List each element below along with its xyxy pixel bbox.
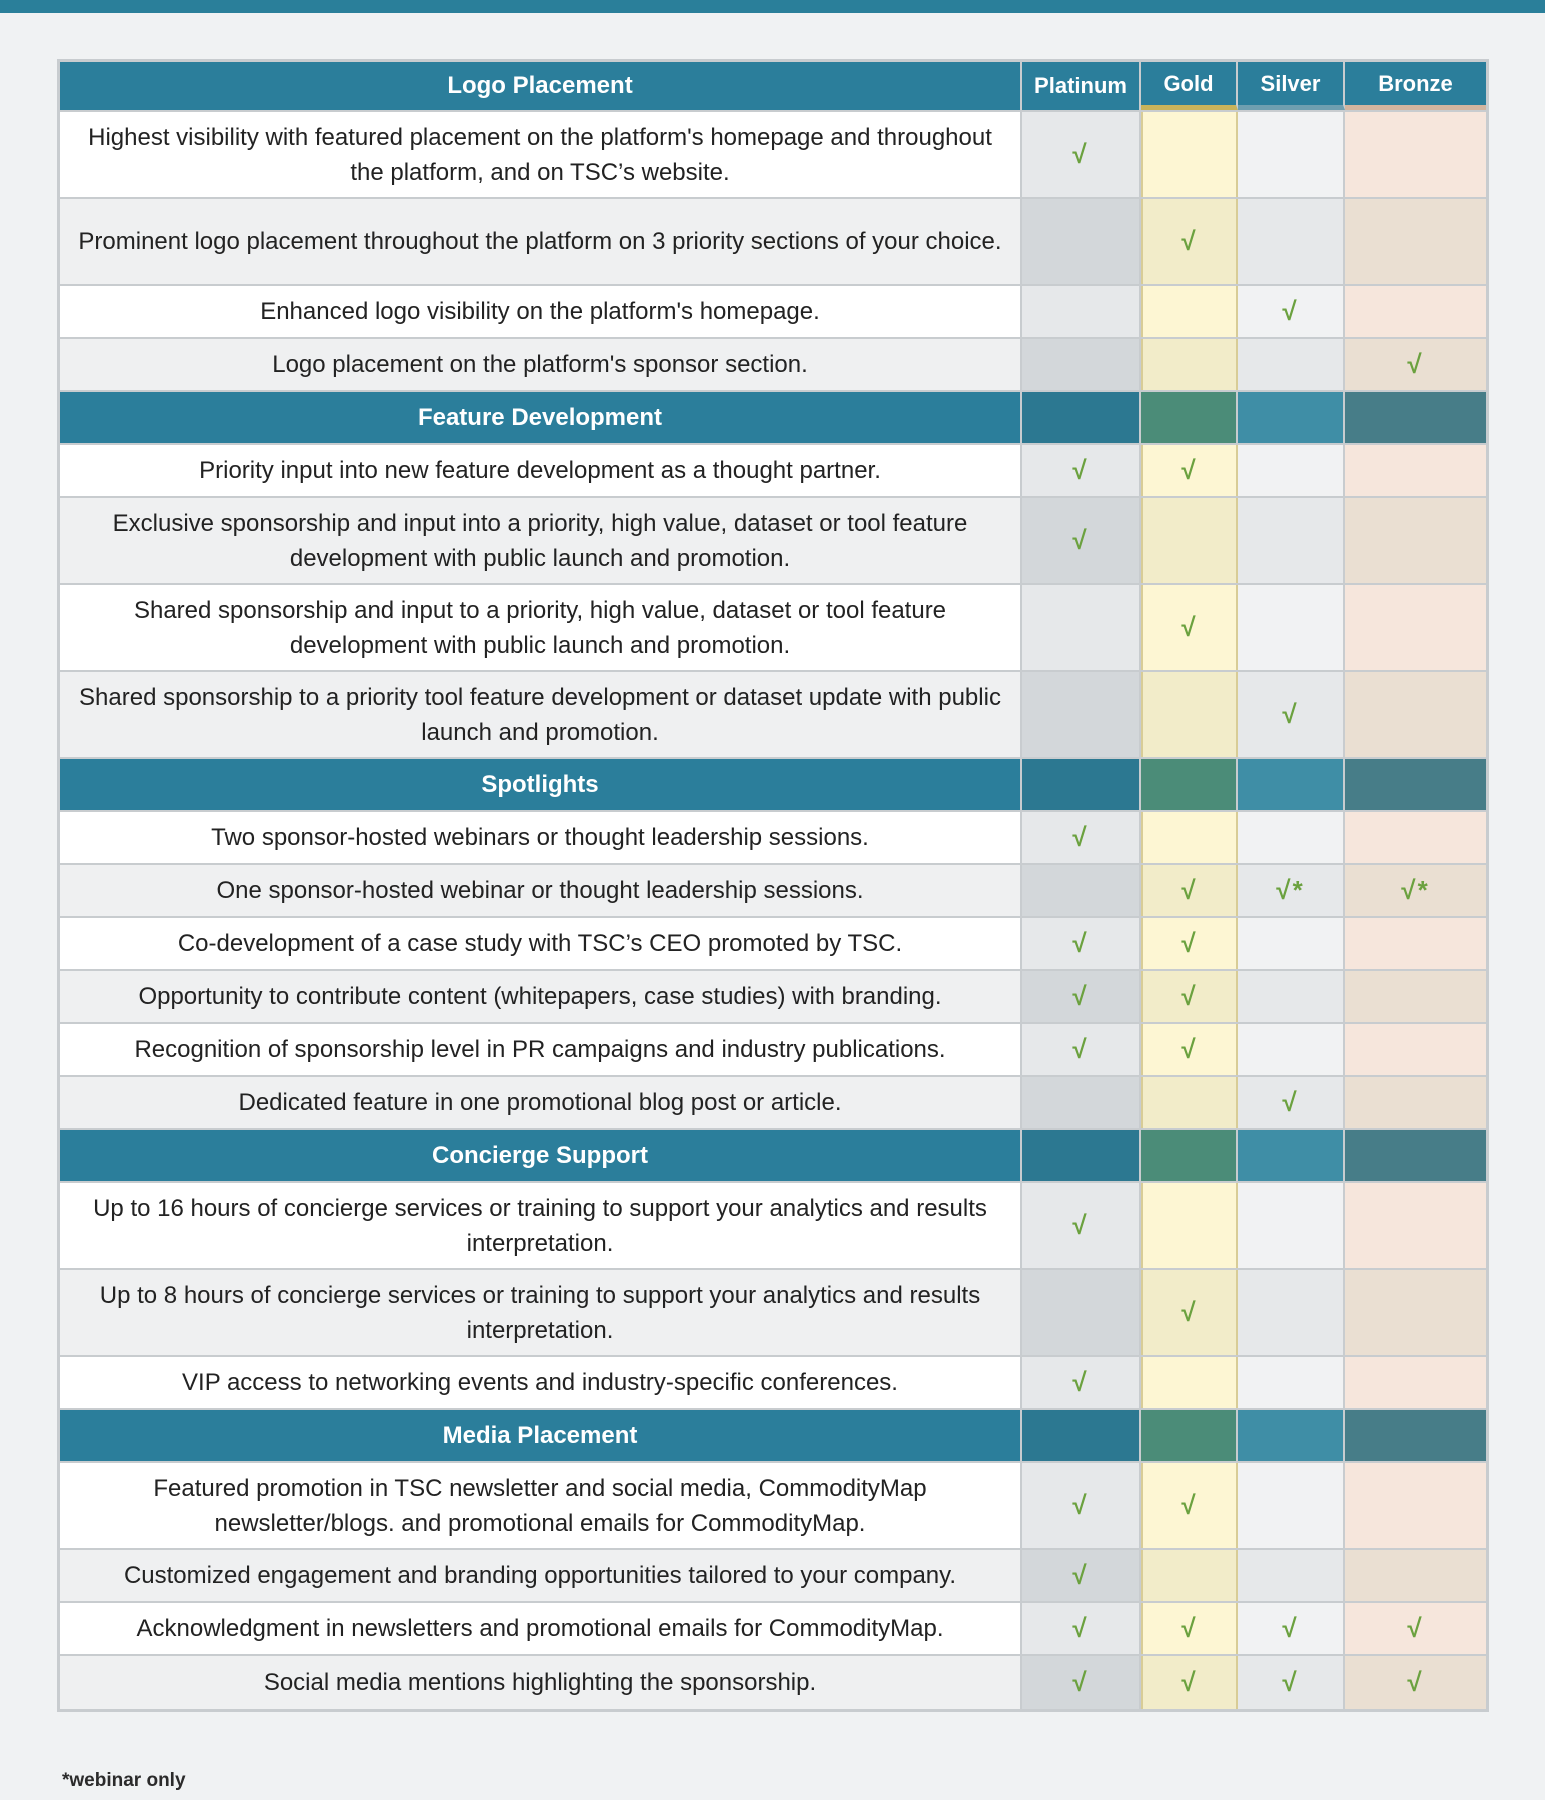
benefit-description: VIP access to networking events and industry-specific conferences. bbox=[60, 1357, 1022, 1408]
check-mark-icon: √ bbox=[1072, 1667, 1089, 1697]
tier-bronze-cell bbox=[1345, 1270, 1486, 1355]
check-mark-icon: √ bbox=[1407, 1613, 1424, 1643]
table-row bbox=[60, 199, 1486, 286]
tier-bronze-cell bbox=[1345, 339, 1486, 390]
table-row bbox=[60, 1024, 1486, 1077]
section-tier-cell bbox=[1022, 392, 1141, 443]
tier-platinum-cell bbox=[1022, 1463, 1141, 1548]
benefit-description: Recognition of sponsorship level in PR campaigns and industry publications. bbox=[60, 1024, 1022, 1075]
tier-silver-cell bbox=[1238, 199, 1345, 284]
tier-bronze-cell bbox=[1345, 112, 1486, 197]
benefit-description: Two sponsor-hosted webinars or thought leadership sessions. bbox=[60, 812, 1022, 863]
tier-platinum-cell bbox=[1022, 1357, 1141, 1408]
check-mark-icon: √ bbox=[1072, 1560, 1089, 1590]
table-row bbox=[60, 445, 1486, 498]
tier-silver-cell bbox=[1238, 1603, 1345, 1654]
benefit-description: Opportunity to contribute content (whitepapers, case studies) with branding. bbox=[60, 971, 1022, 1022]
table-row bbox=[60, 1183, 1486, 1270]
section-tier-cell bbox=[1022, 1410, 1141, 1461]
tier-gold-cell bbox=[1141, 812, 1238, 863]
tier-bronze-cell bbox=[1345, 286, 1486, 337]
tier-gold-cell bbox=[1141, 865, 1238, 916]
tier-silver-cell bbox=[1238, 1550, 1345, 1601]
tier-gold-cell bbox=[1141, 1183, 1238, 1268]
tier-gold-cell bbox=[1141, 1024, 1238, 1075]
check-mark-icon: √ bbox=[1407, 1667, 1424, 1697]
benefit-description: Up to 16 hours of concierge services or training to support your analytics and results interpretation. bbox=[60, 1183, 1022, 1268]
benefit-description: Social media mentions highlighting the sponsorship. bbox=[60, 1656, 1022, 1709]
section-tier-cell bbox=[1345, 759, 1486, 810]
tier-silver-cell bbox=[1238, 498, 1345, 583]
table-row bbox=[60, 865, 1486, 918]
benefit-description: Logo placement on the platform's sponsor section. bbox=[60, 339, 1022, 390]
tier-bronze-cell bbox=[1345, 445, 1486, 496]
tier-silver-cell bbox=[1238, 1463, 1345, 1548]
tier-gold-cell bbox=[1141, 1270, 1238, 1355]
tier-platinum-cell bbox=[1022, 1656, 1141, 1709]
benefit-description: Priority input into new feature development as a thought partner. bbox=[60, 445, 1022, 496]
check-mark-icon: √ bbox=[1282, 296, 1299, 326]
check-mark-icon: √ bbox=[1282, 1613, 1299, 1643]
tier-silver-cell bbox=[1238, 812, 1345, 863]
section-title: Media Placement bbox=[60, 1410, 1022, 1461]
check-mark-icon: √ bbox=[1282, 1087, 1299, 1117]
table-row bbox=[60, 971, 1486, 1024]
tier-platinum-cell bbox=[1022, 585, 1141, 670]
tier-bronze-cell bbox=[1345, 1183, 1486, 1268]
tier-silver-cell bbox=[1238, 585, 1345, 670]
check-mark-icon: √ bbox=[1072, 1613, 1089, 1643]
tier-bronze-cell bbox=[1345, 865, 1486, 916]
section-title: Concierge Support bbox=[60, 1130, 1022, 1181]
tier-platinum-cell bbox=[1022, 445, 1141, 496]
section-tier-cell bbox=[1238, 1130, 1345, 1181]
check-mark-icon: √ bbox=[1181, 1034, 1198, 1064]
tier-bronze-cell bbox=[1345, 1603, 1486, 1654]
tier-gold-header: Gold bbox=[1141, 62, 1238, 110]
tier-gold-cell bbox=[1141, 1550, 1238, 1601]
tier-gold-cell bbox=[1141, 112, 1238, 197]
table-row bbox=[60, 812, 1486, 865]
check-mark-icon: √ bbox=[1181, 1297, 1198, 1327]
benefit-description: Exclusive sponsorship and input into a priority, high value, dataset or tool feature development with public launch and promotion. bbox=[60, 498, 1022, 583]
check-mark-icon: √ bbox=[1407, 349, 1424, 379]
check-mark-icon: √ bbox=[1072, 455, 1089, 485]
tier-silver-cell bbox=[1238, 1024, 1345, 1075]
tier-bronze-cell bbox=[1345, 1463, 1486, 1548]
check-mark-icon: √ bbox=[1072, 1490, 1089, 1520]
tier-gold-cell bbox=[1141, 1603, 1238, 1654]
tier-gold-cell bbox=[1141, 918, 1238, 969]
benefit-description: One sponsor-hosted webinar or thought leadership sessions. bbox=[60, 865, 1022, 916]
check-mark-icon: √ bbox=[1072, 1367, 1089, 1397]
section-tier-cell bbox=[1238, 1410, 1345, 1461]
tier-bronze-cell bbox=[1345, 1656, 1486, 1709]
check-mark-icon: √ bbox=[1181, 226, 1198, 256]
tier-bronze-cell bbox=[1345, 1357, 1486, 1408]
tier-bronze-cell bbox=[1345, 1077, 1486, 1128]
table-row bbox=[60, 112, 1486, 199]
table-row bbox=[60, 1270, 1486, 1357]
tier-silver-cell bbox=[1238, 971, 1345, 1022]
tier-bronze-cell bbox=[1345, 1550, 1486, 1601]
table-row bbox=[60, 1077, 1486, 1130]
tier-platinum-cell bbox=[1022, 1024, 1141, 1075]
table-row bbox=[60, 498, 1486, 585]
table-row bbox=[60, 1656, 1486, 1709]
check-mark-icon: √ bbox=[1181, 612, 1198, 642]
tier-platinum-cell bbox=[1022, 339, 1141, 390]
tier-platinum-cell bbox=[1022, 1603, 1141, 1654]
section-tier-cell bbox=[1238, 759, 1345, 810]
section-title: Feature Development bbox=[60, 392, 1022, 443]
tier-gold-cell bbox=[1141, 445, 1238, 496]
table-header-row bbox=[60, 62, 1486, 112]
tier-bronze-cell bbox=[1345, 918, 1486, 969]
tier-platinum-cell bbox=[1022, 498, 1141, 583]
check-mark-icon: √ bbox=[1072, 928, 1089, 958]
tier-platinum-cell bbox=[1022, 672, 1141, 757]
check-mark-icon: √ bbox=[1181, 928, 1198, 958]
table-row bbox=[60, 1357, 1486, 1410]
tier-bronze-header: Bronze bbox=[1345, 62, 1486, 110]
benefit-description: Prominent logo placement throughout the platform on 3 priority sections of your choice. bbox=[60, 199, 1022, 284]
benefit-description: Dedicated feature in one promotional blog post or article. bbox=[60, 1077, 1022, 1128]
table-row bbox=[60, 1603, 1486, 1656]
tier-platinum-cell bbox=[1022, 1270, 1141, 1355]
table-row bbox=[60, 286, 1486, 339]
tier-gold-cell bbox=[1141, 971, 1238, 1022]
tier-gold-cell bbox=[1141, 1077, 1238, 1128]
tier-silver-cell bbox=[1238, 286, 1345, 337]
tier-gold-cell bbox=[1141, 1357, 1238, 1408]
tier-silver-cell bbox=[1238, 865, 1345, 916]
benefit-description: Featured promotion in TSC newsletter and social media, CommodityMap newsletter/blogs. and promotional emails for CommodityMap. bbox=[60, 1463, 1022, 1548]
tier-platinum-cell bbox=[1022, 971, 1141, 1022]
tier-gold-cell bbox=[1141, 1656, 1238, 1709]
tier-gold-cell bbox=[1141, 339, 1238, 390]
tier-bronze-cell bbox=[1345, 971, 1486, 1022]
tier-silver-cell bbox=[1238, 1183, 1345, 1268]
section-header-row bbox=[60, 392, 1486, 445]
table-row bbox=[60, 672, 1486, 759]
tier-gold-cell bbox=[1141, 286, 1238, 337]
section-title: Spotlights bbox=[60, 759, 1022, 810]
tier-bronze-cell bbox=[1345, 672, 1486, 757]
section-tier-cell bbox=[1238, 392, 1345, 443]
tier-silver-header: Silver bbox=[1238, 62, 1345, 110]
tier-bronze-cell bbox=[1345, 498, 1486, 583]
check-mark-icon: √ bbox=[1181, 1613, 1198, 1643]
tier-platinum-cell bbox=[1022, 1077, 1141, 1128]
section-tier-cell bbox=[1141, 1410, 1238, 1461]
tier-platinum-cell bbox=[1022, 286, 1141, 337]
tier-platinum-header: Platinum bbox=[1022, 62, 1141, 110]
tier-platinum-cell bbox=[1022, 112, 1141, 197]
check-mark-icon: √ bbox=[1181, 1490, 1198, 1520]
header-title: Logo Placement bbox=[60, 62, 1022, 110]
tier-gold-cell bbox=[1141, 1463, 1238, 1548]
tier-bronze-cell bbox=[1345, 812, 1486, 863]
tier-gold-cell bbox=[1141, 498, 1238, 583]
table-row bbox=[60, 1550, 1486, 1603]
tier-platinum-cell bbox=[1022, 865, 1141, 916]
check-mark-icon: √ bbox=[1072, 1034, 1089, 1064]
check-mark-icon: √ bbox=[1282, 1667, 1299, 1697]
check-mark-icon: √* bbox=[1401, 875, 1430, 905]
check-mark-icon: √ bbox=[1181, 875, 1198, 905]
table-row bbox=[60, 339, 1486, 392]
section-tier-cell bbox=[1345, 1410, 1486, 1461]
tier-silver-cell bbox=[1238, 1357, 1345, 1408]
section-header-row bbox=[60, 1410, 1486, 1463]
benefit-description: Co-development of a case study with TSC’s CEO promoted by TSC. bbox=[60, 918, 1022, 969]
benefit-description: Highest visibility with featured placement on the platform's homepage and throughout the platform, and on TSC’s website. bbox=[60, 112, 1022, 197]
tier-silver-cell bbox=[1238, 1077, 1345, 1128]
tier-gold-cell bbox=[1141, 585, 1238, 670]
tier-gold-cell bbox=[1141, 672, 1238, 757]
tier-platinum-cell bbox=[1022, 812, 1141, 863]
tier-bronze-cell bbox=[1345, 585, 1486, 670]
check-mark-icon: √ bbox=[1181, 981, 1198, 1011]
check-mark-icon: √* bbox=[1276, 875, 1305, 905]
tier-bronze-cell bbox=[1345, 199, 1486, 284]
tier-silver-cell bbox=[1238, 339, 1345, 390]
section-tier-cell bbox=[1141, 1130, 1238, 1181]
sponsorship-benefits-table bbox=[57, 59, 1489, 1712]
section-tier-cell bbox=[1141, 392, 1238, 443]
check-mark-icon: √ bbox=[1072, 822, 1089, 852]
section-header-row bbox=[60, 759, 1486, 812]
check-mark-icon: √ bbox=[1072, 139, 1089, 169]
tier-silver-cell bbox=[1238, 1270, 1345, 1355]
tier-bronze-cell bbox=[1345, 1024, 1486, 1075]
tier-platinum-cell bbox=[1022, 199, 1141, 284]
table-row bbox=[60, 585, 1486, 672]
tier-platinum-cell bbox=[1022, 1183, 1141, 1268]
check-mark-icon: √ bbox=[1181, 1667, 1198, 1697]
tier-silver-cell bbox=[1238, 112, 1345, 197]
check-mark-icon: √ bbox=[1181, 455, 1198, 485]
top-accent-bar bbox=[0, 0, 1545, 13]
benefit-description: Shared sponsorship to a priority tool feature development or dataset update with public launch and promotion. bbox=[60, 672, 1022, 757]
benefit-description: Up to 8 hours of concierge services or training to support your analytics and results interpretation. bbox=[60, 1270, 1022, 1355]
section-tier-cell bbox=[1345, 1130, 1486, 1181]
section-tier-cell bbox=[1141, 759, 1238, 810]
tier-silver-cell bbox=[1238, 672, 1345, 757]
check-mark-icon: √ bbox=[1282, 699, 1299, 729]
check-mark-icon: √ bbox=[1072, 1210, 1089, 1240]
benefit-description: Customized engagement and branding opportunities tailored to your company. bbox=[60, 1550, 1022, 1601]
section-tier-cell bbox=[1345, 392, 1486, 443]
table-row bbox=[60, 1463, 1486, 1550]
benefit-description: Enhanced logo visibility on the platform's homepage. bbox=[60, 286, 1022, 337]
tier-gold-cell bbox=[1141, 199, 1238, 284]
benefit-description: Shared sponsorship and input to a priority, high value, dataset or tool feature development with public launch and promotion. bbox=[60, 585, 1022, 670]
tier-silver-cell bbox=[1238, 918, 1345, 969]
tier-silver-cell bbox=[1238, 445, 1345, 496]
benefit-description: Acknowledgment in newsletters and promotional emails for CommodityMap. bbox=[60, 1603, 1022, 1654]
tier-platinum-cell bbox=[1022, 1550, 1141, 1601]
section-header-row bbox=[60, 1130, 1486, 1183]
tier-silver-cell bbox=[1238, 1656, 1345, 1709]
check-mark-icon: √ bbox=[1072, 525, 1089, 555]
tier-platinum-cell bbox=[1022, 918, 1141, 969]
section-tier-cell bbox=[1022, 759, 1141, 810]
footnote: *webinar only bbox=[62, 1770, 186, 1791]
table-row bbox=[60, 918, 1486, 971]
section-tier-cell bbox=[1022, 1130, 1141, 1181]
check-mark-icon: √ bbox=[1072, 981, 1089, 1011]
